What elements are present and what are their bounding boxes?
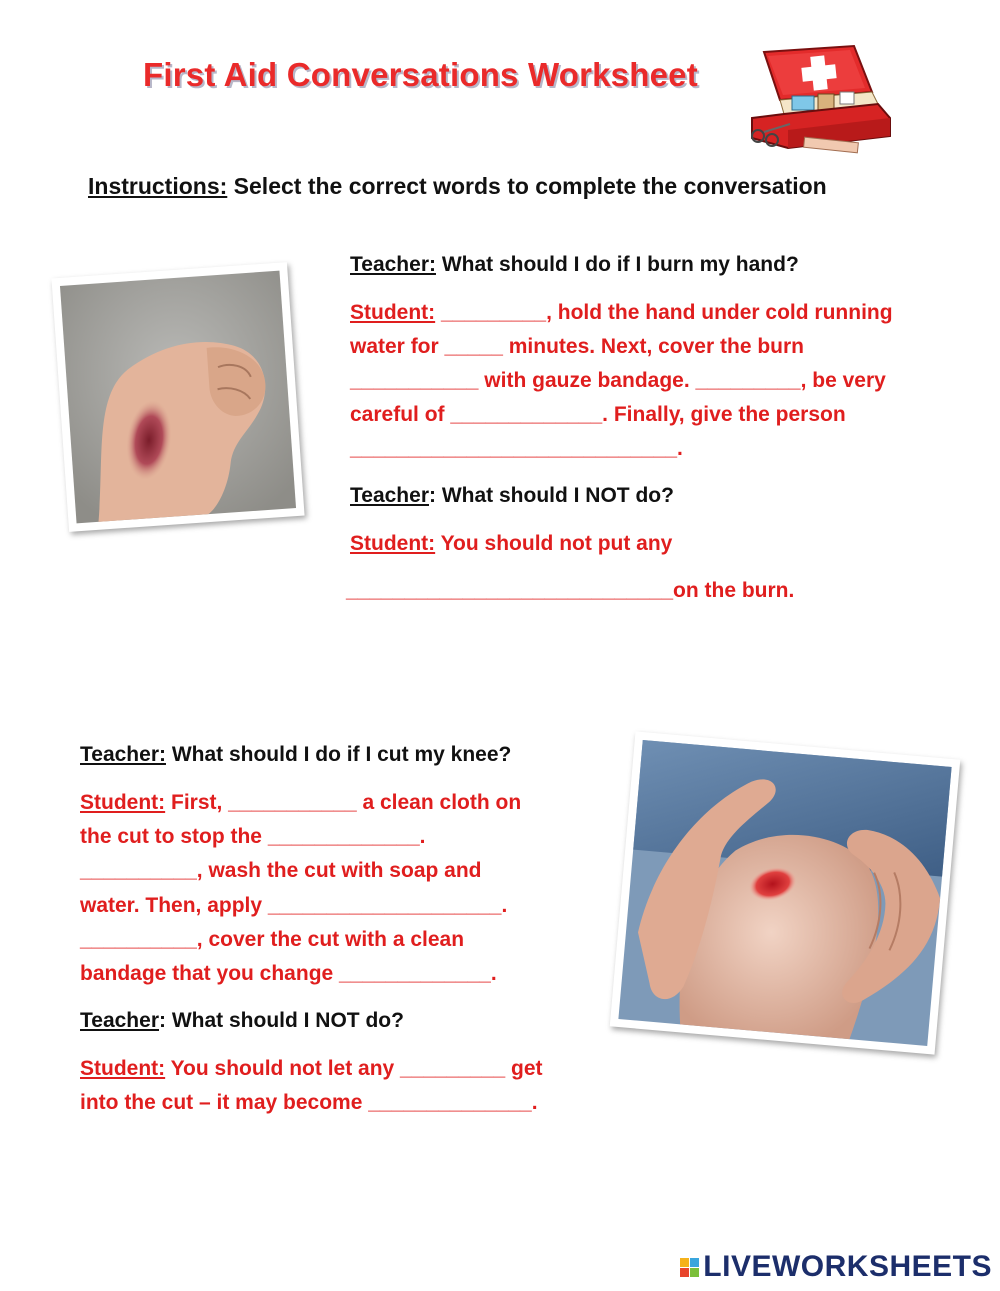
- section2-student-not-line2: into the cut – it may become ______________.: [80, 1091, 538, 1114]
- liveworksheets-logo-icon: [680, 1258, 699, 1277]
- brand-text: LIVEWORKSHEETS: [703, 1250, 992, 1283]
- teacher-question: : What should I NOT do?: [159, 1009, 404, 1032]
- first-aid-kit-icon: [744, 44, 894, 156]
- section1-student-not-line2: ____________________________on the burn.: [346, 579, 795, 602]
- section2-teacher-q2: [80, 1006, 404, 1036]
- student-answer-text: First, ___________ a clean cloth on: [165, 791, 522, 814]
- student-label: Student:: [350, 301, 436, 324]
- section2-student-not-line1: [80, 1054, 543, 1084]
- section1-student-line5: ____________________________.: [350, 437, 683, 460]
- student-label: Student:: [80, 1057, 166, 1080]
- student-label: Student:: [80, 791, 166, 814]
- section2-teacher-q1: [80, 740, 511, 770]
- section1-teacher-q2: [350, 481, 674, 511]
- section2-student-line2: the cut to stop the _____________.: [80, 825, 426, 848]
- instructions-text: Select the correct words to complete the conversation: [227, 173, 827, 199]
- student-answer-text: You should not let any _________ get: [165, 1057, 543, 1080]
- section1-student-line1: [350, 298, 893, 328]
- teacher-label: Teacher:: [80, 743, 166, 766]
- section2-student-line3: __________, wash the cut with soap and: [80, 859, 482, 882]
- section1-teacher-q1: [350, 250, 799, 280]
- section2-student-line1: [80, 788, 521, 818]
- instructions: [88, 173, 827, 200]
- section1-student-not-line1: [350, 529, 672, 559]
- student-answer-text: _________, hold the hand under cold running: [435, 301, 893, 324]
- teacher-label: Teacher: [350, 484, 429, 507]
- cut-knee-image: [610, 731, 961, 1054]
- section1-student-line4: careful of _____________. Finally, give the person: [350, 403, 846, 426]
- page-title: First Aid Conversations Worksheet: [143, 56, 698, 93]
- section2-student-line4: water. Then, apply ____________________.: [80, 894, 508, 917]
- burn-hand-photo: [51, 262, 304, 532]
- instructions-label: Instructions:: [88, 173, 228, 199]
- teacher-question: What should I do if I burn my hand?: [435, 253, 799, 276]
- burn-hand-image: [51, 262, 304, 532]
- section1-student-line3: ___________ with gauze bandage. _________, be very: [350, 369, 886, 392]
- student-answer-text: You should not put any: [435, 532, 673, 555]
- section2-student-line6: bandage that you change _____________.: [80, 962, 497, 985]
- section2-student-line5: __________, cover the cut with a clean: [80, 928, 465, 951]
- teacher-question: What should I do if I cut my knee?: [165, 743, 512, 766]
- student-label: Student:: [350, 532, 436, 555]
- teacher-label: Teacher:: [350, 253, 436, 276]
- cut-knee-photo: [610, 731, 961, 1054]
- teacher-label: Teacher: [80, 1009, 159, 1032]
- teacher-question: : What should I NOT do?: [429, 484, 674, 507]
- liveworksheets-brand: [680, 1250, 992, 1284]
- section1-student-line2: water for _____ minutes. Next, cover the burn: [350, 335, 804, 358]
